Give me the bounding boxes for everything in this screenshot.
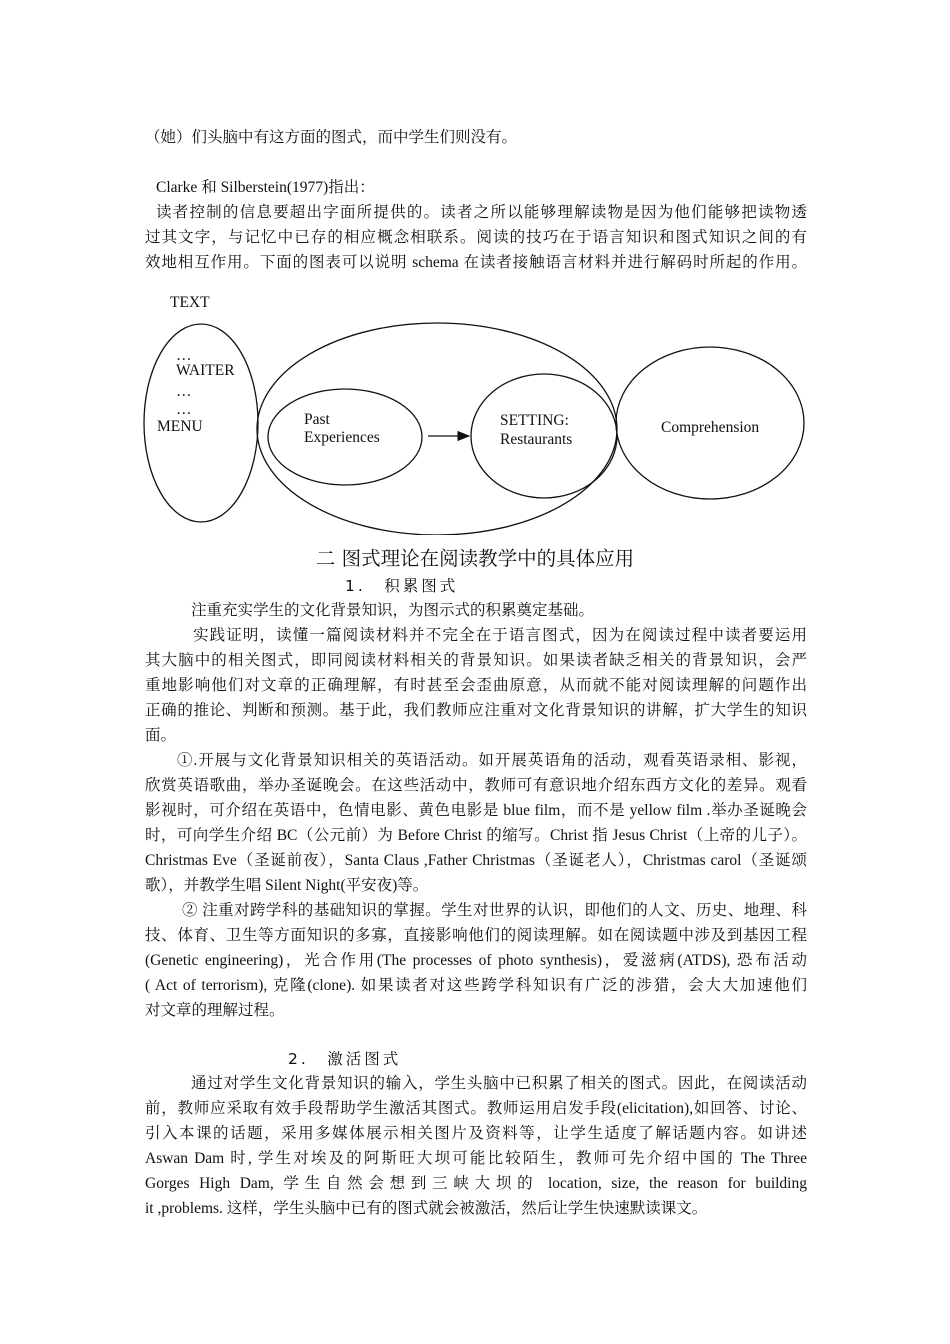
setting-label: SETTING: <box>500 412 569 429</box>
paragraph-line: 歌），并教学生唱 Silent Night(平安夜)等。 <box>145 877 429 894</box>
text-item: … <box>176 383 192 400</box>
text-item: … <box>176 347 192 364</box>
comprehension-label: Comprehension <box>661 419 760 436</box>
subheading-accumulate: 1. 积累图式 <box>345 577 459 595</box>
paragraph-line: 影视时，可介绍在英语中，色情电影、黄色电影是 blue film，而不是 yellow film .举办圣诞晚会 <box>145 802 807 819</box>
intro-para-line: 过其文字，与记忆中已存的相应概念相联系。阅读的技巧在于语言知识和图式知识之间的有 <box>145 229 807 246</box>
past-label: Experiences <box>304 429 380 446</box>
setting-label: Restaurants <box>500 431 573 448</box>
intro-para-line: 效地相互作用。下面的图表可以说明 schema 在读者接触语言材料并进行解码时所起的作用。 <box>145 254 807 271</box>
paragraph-line: ② 注重对跨学科的基础知识的掌握。学生对世界的认识，即他们的人文、历史、地理、科 <box>182 902 807 919</box>
paragraph-line: 引入本课的话题，采用多媒体展示相关图片及资料等，让学生适度了解话题内容。如讲述 <box>145 1125 807 1142</box>
paragraph-line: it ,problems. 这样，学生头脑中已有的图式就会被激活，然后让学生快速默读课文。 <box>145 1200 708 1217</box>
text-item: … <box>176 401 192 418</box>
paragraph-line: Aswan Dam 时, 学生对埃及的阿斯旺大坝可能比较陌生，教师可先介绍中国的 The Three <box>145 1150 807 1167</box>
paragraph-line: 正确的推论、判断和预测。基于此，我们教师应注重对文化背景知识的讲解，扩大学生的知识 <box>145 702 807 719</box>
past-label: Past <box>304 411 330 428</box>
intro-para-line: 读者控制的信息要超出字面所提供的。读者之所以能够理解读物是因为他们能够把读物透 <box>156 204 807 221</box>
paragraph-line: 时，可向学生介绍 BC（公元前）为 Before Christ 的缩写。Christ 指 Jesus Christ（上帝的儿子）。 <box>145 827 807 844</box>
paragraph-line: 技、体育、卫生等方面知识的多寡，直接影响他们的阅读理解。如在阅读题中涉及到基因工程 <box>145 927 807 944</box>
paragraph-line: 面。 <box>145 727 177 744</box>
paragraph-line: Christmas Eve（圣诞前夜），Santa Claus ,Father Christmas（圣诞老人），Christmas carol（圣诞颂 <box>145 852 807 869</box>
paragraph-line: 通过对学生文化背景知识的输入，学生头脑中已积累了相关的图式。因此，在阅读活动 <box>191 1075 807 1092</box>
paragraph-line: ( Act of terrorism), 克隆(clone). 如果读者对这些跨学科知识有广泛的涉猎，会大大加速他们 <box>145 977 807 994</box>
intro-line: （她）们头脑中有这方面的图式，而中学生们则没有。 <box>145 129 518 146</box>
paragraph-line: 注重充实学生的文化背景知识，为图示式的积累奠定基础。 <box>191 602 595 619</box>
paragraph-line: 对文章的理解过程。 <box>145 1002 285 1019</box>
paragraph-line: (Genetic engineering)，光合作用(The processes of photo synthesis)，爱滋病(ATDS), 恐布活动 <box>145 952 807 969</box>
paragraph-line: 实践证明，读懂一篇阅读材料并不完全在于语言图式，因为在阅读过程中读者要运用 <box>193 627 807 644</box>
section-heading: 二 图式理论在阅读教学中的具体应用 <box>315 547 635 570</box>
paragraph-line: 前，教师应采取有效手段帮助学生激活其图式。教师运用启发手段(elicitation),如回答、讨论、 <box>145 1100 807 1117</box>
paragraph-line: 其大脑中的相关图式，即同阅读材料相关的背景知识。如果读者缺乏相关的背景知识，会严 <box>145 652 807 669</box>
paragraph-line: 重地影响他们对文章的正确理解，有时甚至会歪曲原意，从而就不能对阅读理解的问题作出 <box>145 677 807 694</box>
subheading-activate: 2. 激活图式 <box>288 1050 402 1068</box>
paragraph-line: ①.开展与文化背景知识相关的英语活动。如开展英语角的活动，观看英语录相、影视， <box>177 752 807 769</box>
schema-diagram <box>0 285 950 535</box>
citation: Clarke 和 Silberstein(1977)指出： <box>156 179 375 196</box>
paragraph-line: 欣赏英语歌曲，举办圣诞晚会。在这些活动中，教师可有意识地介绍东西方文化的差异。观看 <box>145 777 807 794</box>
text-item: MENU <box>157 418 203 435</box>
text-item: WAITER <box>176 362 235 379</box>
text-label: TEXT <box>170 294 210 311</box>
paragraph-line: Gorges High Dam, 学生自然会想到三峡大坝的 location, size, the reason for building <box>145 1175 807 1192</box>
